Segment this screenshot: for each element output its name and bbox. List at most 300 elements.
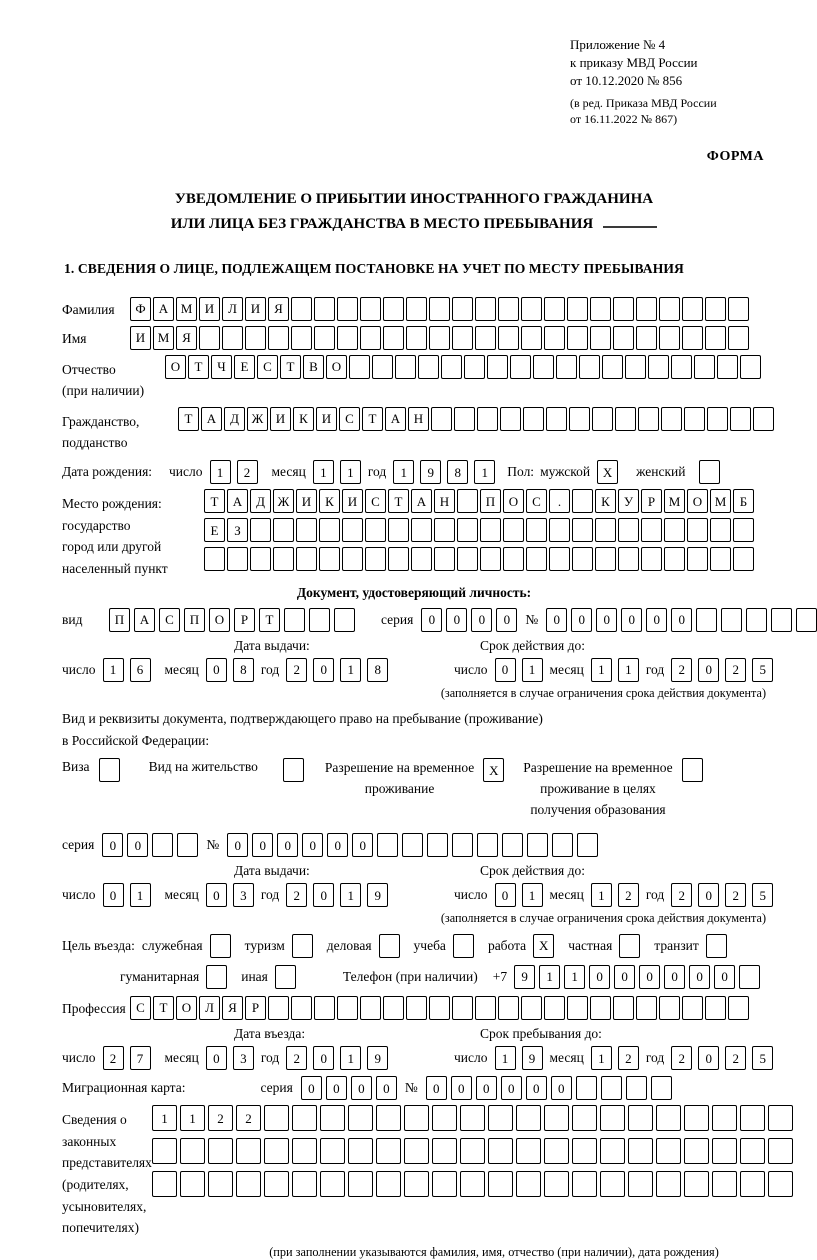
char-cell[interactable] [728, 996, 749, 1020]
char-cell[interactable] [388, 518, 409, 542]
checkbox-male[interactable]: X [597, 460, 618, 484]
char-cell[interactable]: 8 [447, 460, 468, 484]
char-cell[interactable] [432, 1171, 457, 1197]
char-cell[interactable] [712, 1171, 737, 1197]
char-cell[interactable] [291, 326, 312, 350]
char-cell[interactable]: Л [199, 996, 220, 1020]
char-cell[interactable]: 0 [621, 608, 642, 632]
char-cell[interactable] [503, 518, 524, 542]
char-cell[interactable]: 0 [252, 833, 273, 857]
char-cell[interactable]: 2 [208, 1105, 233, 1131]
char-cell[interactable] [208, 1171, 233, 1197]
char-cell[interactable]: 0 [206, 658, 227, 682]
char-cell[interactable]: 0 [476, 1076, 497, 1100]
char-cell[interactable] [710, 518, 731, 542]
char-cell[interactable] [615, 407, 636, 431]
char-cell[interactable] [452, 996, 473, 1020]
checkbox-transit[interactable] [706, 934, 727, 958]
char-cell[interactable] [383, 326, 404, 350]
char-cell[interactable] [404, 1171, 429, 1197]
char-cell[interactable] [429, 297, 450, 321]
char-cell[interactable]: 0 [639, 965, 660, 989]
char-cell[interactable] [434, 547, 455, 571]
char-cell[interactable]: 0 [495, 883, 516, 907]
char-cell[interactable]: А [153, 297, 174, 321]
char-cell[interactable] [152, 1171, 177, 1197]
char-cell[interactable] [618, 547, 639, 571]
char-cell[interactable] [395, 355, 416, 379]
char-cell[interactable] [432, 1105, 457, 1131]
char-cell[interactable] [199, 326, 220, 350]
char-cell[interactable] [498, 297, 519, 321]
char-cell[interactable] [222, 326, 243, 350]
char-cell[interactable]: 0 [102, 833, 123, 857]
checkbox-other[interactable] [275, 965, 296, 989]
char-cell[interactable]: Я [222, 996, 243, 1020]
char-cell[interactable]: А [134, 608, 155, 632]
char-cell[interactable] [590, 996, 611, 1020]
char-cell[interactable]: Л [222, 297, 243, 321]
char-cell[interactable] [544, 996, 565, 1020]
char-cell[interactable] [236, 1138, 261, 1164]
char-cell[interactable] [728, 297, 749, 321]
char-cell[interactable] [523, 407, 544, 431]
char-cell[interactable]: О [687, 489, 708, 513]
char-cell[interactable] [739, 965, 760, 989]
char-cell[interactable] [319, 518, 340, 542]
char-cell[interactable] [771, 608, 792, 632]
char-cell[interactable] [342, 547, 363, 571]
char-cell[interactable] [383, 297, 404, 321]
char-cell[interactable] [365, 518, 386, 542]
char-cell[interactable] [730, 407, 751, 431]
char-cell[interactable]: 2 [725, 1046, 746, 1070]
char-cell[interactable] [636, 326, 657, 350]
char-cell[interactable] [600, 1105, 625, 1131]
char-cell[interactable]: 1 [340, 1046, 361, 1070]
char-cell[interactable] [572, 547, 593, 571]
char-cell[interactable]: 0 [227, 833, 248, 857]
char-cell[interactable]: 5 [752, 1046, 773, 1070]
char-cell[interactable] [694, 355, 715, 379]
char-cell[interactable]: Е [204, 518, 225, 542]
char-cell[interactable]: С [159, 608, 180, 632]
char-cell[interactable] [638, 407, 659, 431]
char-cell[interactable] [360, 326, 381, 350]
char-cell[interactable]: 1 [474, 460, 495, 484]
char-cell[interactable]: Ж [247, 407, 268, 431]
char-cell[interactable]: П [184, 608, 205, 632]
char-cell[interactable] [477, 833, 498, 857]
char-cell[interactable] [498, 996, 519, 1020]
char-cell[interactable]: 1 [591, 883, 612, 907]
char-cell[interactable]: 1 [495, 1046, 516, 1070]
char-cell[interactable]: 1 [539, 965, 560, 989]
char-cell[interactable] [383, 996, 404, 1020]
char-cell[interactable]: 0 [698, 883, 719, 907]
char-cell[interactable] [441, 355, 462, 379]
char-cell[interactable] [613, 996, 634, 1020]
char-cell[interactable] [527, 833, 548, 857]
char-cell[interactable] [488, 1171, 513, 1197]
char-cell[interactable]: Ф [130, 297, 151, 321]
char-cell[interactable] [796, 608, 817, 632]
char-cell[interactable] [360, 996, 381, 1020]
char-cell[interactable] [628, 1171, 653, 1197]
char-cell[interactable] [526, 547, 547, 571]
char-cell[interactable] [684, 407, 705, 431]
char-cell[interactable]: 2 [618, 1046, 639, 1070]
char-cell[interactable] [475, 297, 496, 321]
checkbox-private[interactable] [619, 934, 640, 958]
char-cell[interactable] [406, 996, 427, 1020]
char-cell[interactable] [480, 518, 501, 542]
char-cell[interactable] [651, 1076, 672, 1100]
char-cell[interactable] [746, 608, 767, 632]
char-cell[interactable] [659, 996, 680, 1020]
char-cell[interactable]: 2 [237, 460, 258, 484]
char-cell[interactable] [684, 1138, 709, 1164]
char-cell[interactable] [613, 297, 634, 321]
checkbox-visa[interactable] [99, 758, 120, 782]
char-cell[interactable] [460, 1138, 485, 1164]
char-cell[interactable] [526, 518, 547, 542]
char-cell[interactable] [411, 547, 432, 571]
char-cell[interactable]: С [130, 996, 151, 1020]
char-cell[interactable]: К [319, 489, 340, 513]
char-cell[interactable] [250, 518, 271, 542]
char-cell[interactable] [721, 608, 742, 632]
char-cell[interactable]: 0 [551, 1076, 572, 1100]
char-cell[interactable]: Д [250, 489, 271, 513]
char-cell[interactable] [549, 547, 570, 571]
char-cell[interactable] [521, 297, 542, 321]
char-cell[interactable] [460, 1105, 485, 1131]
char-cell[interactable]: 1 [591, 658, 612, 682]
char-cell[interactable] [521, 326, 542, 350]
char-cell[interactable] [717, 355, 738, 379]
char-cell[interactable] [601, 1076, 622, 1100]
char-cell[interactable] [592, 407, 613, 431]
char-cell[interactable] [204, 547, 225, 571]
char-cell[interactable]: 0 [313, 883, 334, 907]
char-cell[interactable] [544, 297, 565, 321]
char-cell[interactable] [429, 326, 450, 350]
char-cell[interactable] [404, 1138, 429, 1164]
char-cell[interactable]: 0 [327, 833, 348, 857]
char-cell[interactable] [552, 833, 573, 857]
char-cell[interactable] [264, 1138, 289, 1164]
char-cell[interactable] [434, 518, 455, 542]
char-cell[interactable] [273, 547, 294, 571]
char-cell[interactable]: Т [388, 489, 409, 513]
char-cell[interactable]: 0 [589, 965, 610, 989]
char-cell[interactable] [177, 833, 198, 857]
char-cell[interactable] [273, 518, 294, 542]
char-cell[interactable] [500, 407, 521, 431]
char-cell[interactable]: 0 [571, 608, 592, 632]
char-cell[interactable]: 1 [130, 883, 151, 907]
char-cell[interactable] [268, 326, 289, 350]
char-cell[interactable]: И [130, 326, 151, 350]
char-cell[interactable] [705, 996, 726, 1020]
char-cell[interactable] [684, 1105, 709, 1131]
char-cell[interactable] [768, 1105, 793, 1131]
char-cell[interactable] [664, 518, 685, 542]
char-cell[interactable]: А [411, 489, 432, 513]
char-cell[interactable]: У [618, 489, 639, 513]
char-cell[interactable]: 0 [689, 965, 710, 989]
char-cell[interactable] [567, 326, 588, 350]
char-cell[interactable] [544, 1171, 569, 1197]
char-cell[interactable] [227, 547, 248, 571]
char-cell[interactable] [429, 996, 450, 1020]
char-cell[interactable] [577, 833, 598, 857]
char-cell[interactable] [544, 1105, 569, 1131]
char-cell[interactable] [360, 297, 381, 321]
char-cell[interactable] [516, 1138, 541, 1164]
char-cell[interactable] [348, 1138, 373, 1164]
char-cell[interactable] [733, 518, 754, 542]
char-cell[interactable]: 1 [522, 883, 543, 907]
char-cell[interactable]: 0 [501, 1076, 522, 1100]
char-cell[interactable] [595, 547, 616, 571]
char-cell[interactable]: Я [176, 326, 197, 350]
char-cell[interactable]: Д [224, 407, 245, 431]
char-cell[interactable] [291, 996, 312, 1020]
char-cell[interactable] [705, 297, 726, 321]
char-cell[interactable] [402, 833, 423, 857]
char-cell[interactable]: М [176, 297, 197, 321]
char-cell[interactable] [337, 297, 358, 321]
char-cell[interactable]: 0 [698, 658, 719, 682]
char-cell[interactable] [475, 326, 496, 350]
char-cell[interactable]: 2 [725, 883, 746, 907]
char-cell[interactable] [625, 355, 646, 379]
checkbox-work[interactable]: X [533, 934, 554, 958]
char-cell[interactable]: 2 [671, 658, 692, 682]
char-cell[interactable] [740, 1138, 765, 1164]
char-cell[interactable]: Р [234, 608, 255, 632]
char-cell[interactable] [342, 518, 363, 542]
char-cell[interactable] [480, 547, 501, 571]
char-cell[interactable]: О [209, 608, 230, 632]
char-cell[interactable] [510, 355, 531, 379]
char-cell[interactable] [636, 996, 657, 1020]
char-cell[interactable] [388, 547, 409, 571]
char-cell[interactable]: 2 [725, 658, 746, 682]
char-cell[interactable] [656, 1105, 681, 1131]
char-cell[interactable]: 3 [233, 883, 254, 907]
char-cell[interactable]: Т [259, 608, 280, 632]
checkbox-female[interactable] [699, 460, 720, 484]
char-cell[interactable]: 5 [752, 658, 773, 682]
char-cell[interactable]: Т [362, 407, 383, 431]
char-cell[interactable]: И [199, 297, 220, 321]
char-cell[interactable] [477, 407, 498, 431]
char-cell[interactable]: 0 [526, 1076, 547, 1100]
char-cell[interactable] [488, 1138, 513, 1164]
char-cell[interactable] [567, 297, 588, 321]
char-cell[interactable] [411, 518, 432, 542]
char-cell[interactable] [684, 1171, 709, 1197]
char-cell[interactable]: 0 [301, 1076, 322, 1100]
char-cell[interactable] [572, 489, 593, 513]
char-cell[interactable] [406, 326, 427, 350]
char-cell[interactable]: А [227, 489, 248, 513]
char-cell[interactable]: Ч [211, 355, 232, 379]
char-cell[interactable] [488, 1105, 513, 1131]
char-cell[interactable] [457, 518, 478, 542]
char-cell[interactable] [687, 547, 708, 571]
char-cell[interactable] [579, 355, 600, 379]
char-cell[interactable] [664, 547, 685, 571]
char-cell[interactable] [372, 355, 393, 379]
checkbox-temp-residence[interactable]: X [483, 758, 504, 782]
char-cell[interactable]: 6 [130, 658, 151, 682]
char-cell[interactable] [682, 996, 703, 1020]
char-cell[interactable]: К [293, 407, 314, 431]
char-cell[interactable] [296, 518, 317, 542]
char-cell[interactable] [319, 547, 340, 571]
char-cell[interactable]: Ж [273, 489, 294, 513]
char-cell[interactable]: 0 [495, 658, 516, 682]
char-cell[interactable] [600, 1171, 625, 1197]
char-cell[interactable] [348, 1105, 373, 1131]
char-cell[interactable]: Т [178, 407, 199, 431]
char-cell[interactable]: 0 [302, 833, 323, 857]
char-cell[interactable] [418, 355, 439, 379]
char-cell[interactable] [427, 833, 448, 857]
char-cell[interactable]: 9 [522, 1046, 543, 1070]
char-cell[interactable]: 0 [326, 1076, 347, 1100]
char-cell[interactable]: 0 [313, 1046, 334, 1070]
char-cell[interactable] [264, 1171, 289, 1197]
char-cell[interactable]: М [710, 489, 731, 513]
checkbox-tourism[interactable] [292, 934, 313, 958]
char-cell[interactable] [208, 1138, 233, 1164]
char-cell[interactable] [602, 355, 623, 379]
char-cell[interactable] [452, 326, 473, 350]
char-cell[interactable] [245, 326, 266, 350]
char-cell[interactable] [236, 1171, 261, 1197]
char-cell[interactable] [503, 547, 524, 571]
char-cell[interactable]: М [153, 326, 174, 350]
char-cell[interactable] [707, 407, 728, 431]
char-cell[interactable]: Я [268, 297, 289, 321]
char-cell[interactable] [320, 1138, 345, 1164]
char-cell[interactable] [572, 1105, 597, 1131]
char-cell[interactable]: С [526, 489, 547, 513]
char-cell[interactable]: 1 [340, 658, 361, 682]
char-cell[interactable] [365, 547, 386, 571]
char-cell[interactable] [740, 355, 761, 379]
char-cell[interactable] [696, 608, 717, 632]
char-cell[interactable] [687, 518, 708, 542]
char-cell[interactable] [636, 297, 657, 321]
char-cell[interactable] [659, 326, 680, 350]
char-cell[interactable]: 1 [152, 1105, 177, 1131]
char-cell[interactable]: Т [204, 489, 225, 513]
char-cell[interactable] [457, 547, 478, 571]
char-cell[interactable]: Н [408, 407, 429, 431]
char-cell[interactable]: 2 [286, 1046, 307, 1070]
char-cell[interactable] [376, 1105, 401, 1131]
char-cell[interactable] [180, 1138, 205, 1164]
char-cell[interactable] [292, 1138, 317, 1164]
char-cell[interactable]: 2 [618, 883, 639, 907]
char-cell[interactable] [656, 1171, 681, 1197]
char-cell[interactable] [626, 1076, 647, 1100]
char-cell[interactable] [572, 518, 593, 542]
char-cell[interactable]: . [549, 489, 570, 513]
char-cell[interactable] [740, 1105, 765, 1131]
char-cell[interactable]: 0 [546, 608, 567, 632]
char-cell[interactable]: Р [641, 489, 662, 513]
char-cell[interactable]: 0 [351, 1076, 372, 1100]
char-cell[interactable] [454, 407, 475, 431]
char-cell[interactable]: 7 [130, 1046, 151, 1070]
char-cell[interactable] [334, 608, 355, 632]
char-cell[interactable]: 0 [596, 608, 617, 632]
char-cell[interactable] [628, 1105, 653, 1131]
char-cell[interactable]: 0 [446, 608, 467, 632]
char-cell[interactable] [682, 297, 703, 321]
char-cell[interactable] [546, 407, 567, 431]
char-cell[interactable] [264, 1105, 289, 1131]
char-cell[interactable] [180, 1171, 205, 1197]
char-cell[interactable] [516, 1105, 541, 1131]
char-cell[interactable]: Р [245, 996, 266, 1020]
char-cell[interactable]: З [227, 518, 248, 542]
char-cell[interactable]: И [245, 297, 266, 321]
char-cell[interactable] [320, 1105, 345, 1131]
char-cell[interactable] [337, 326, 358, 350]
char-cell[interactable]: 1 [313, 460, 334, 484]
char-cell[interactable] [377, 833, 398, 857]
char-cell[interactable] [705, 326, 726, 350]
char-cell[interactable] [661, 407, 682, 431]
char-cell[interactable] [549, 518, 570, 542]
char-cell[interactable] [431, 407, 452, 431]
char-cell[interactable] [464, 355, 485, 379]
char-cell[interactable] [475, 996, 496, 1020]
char-cell[interactable] [457, 489, 478, 513]
char-cell[interactable] [648, 355, 669, 379]
char-cell[interactable]: 1 [591, 1046, 612, 1070]
char-cell[interactable]: 0 [206, 1046, 227, 1070]
char-cell[interactable] [309, 608, 330, 632]
char-cell[interactable] [576, 1076, 597, 1100]
char-cell[interactable]: 1 [340, 883, 361, 907]
char-cell[interactable] [349, 355, 370, 379]
checkbox-edu-residence[interactable] [682, 758, 703, 782]
char-cell[interactable]: С [257, 355, 278, 379]
char-cell[interactable]: 0 [451, 1076, 472, 1100]
char-cell[interactable]: 0 [421, 608, 442, 632]
char-cell[interactable] [628, 1138, 653, 1164]
char-cell[interactable] [768, 1171, 793, 1197]
char-cell[interactable]: П [480, 489, 501, 513]
char-cell[interactable] [152, 1138, 177, 1164]
checkbox-business[interactable] [379, 934, 400, 958]
char-cell[interactable]: М [664, 489, 685, 513]
char-cell[interactable]: Т [188, 355, 209, 379]
char-cell[interactable] [320, 1171, 345, 1197]
char-cell[interactable] [641, 547, 662, 571]
char-cell[interactable] [544, 1138, 569, 1164]
checkbox-humanitarian[interactable] [206, 965, 227, 989]
